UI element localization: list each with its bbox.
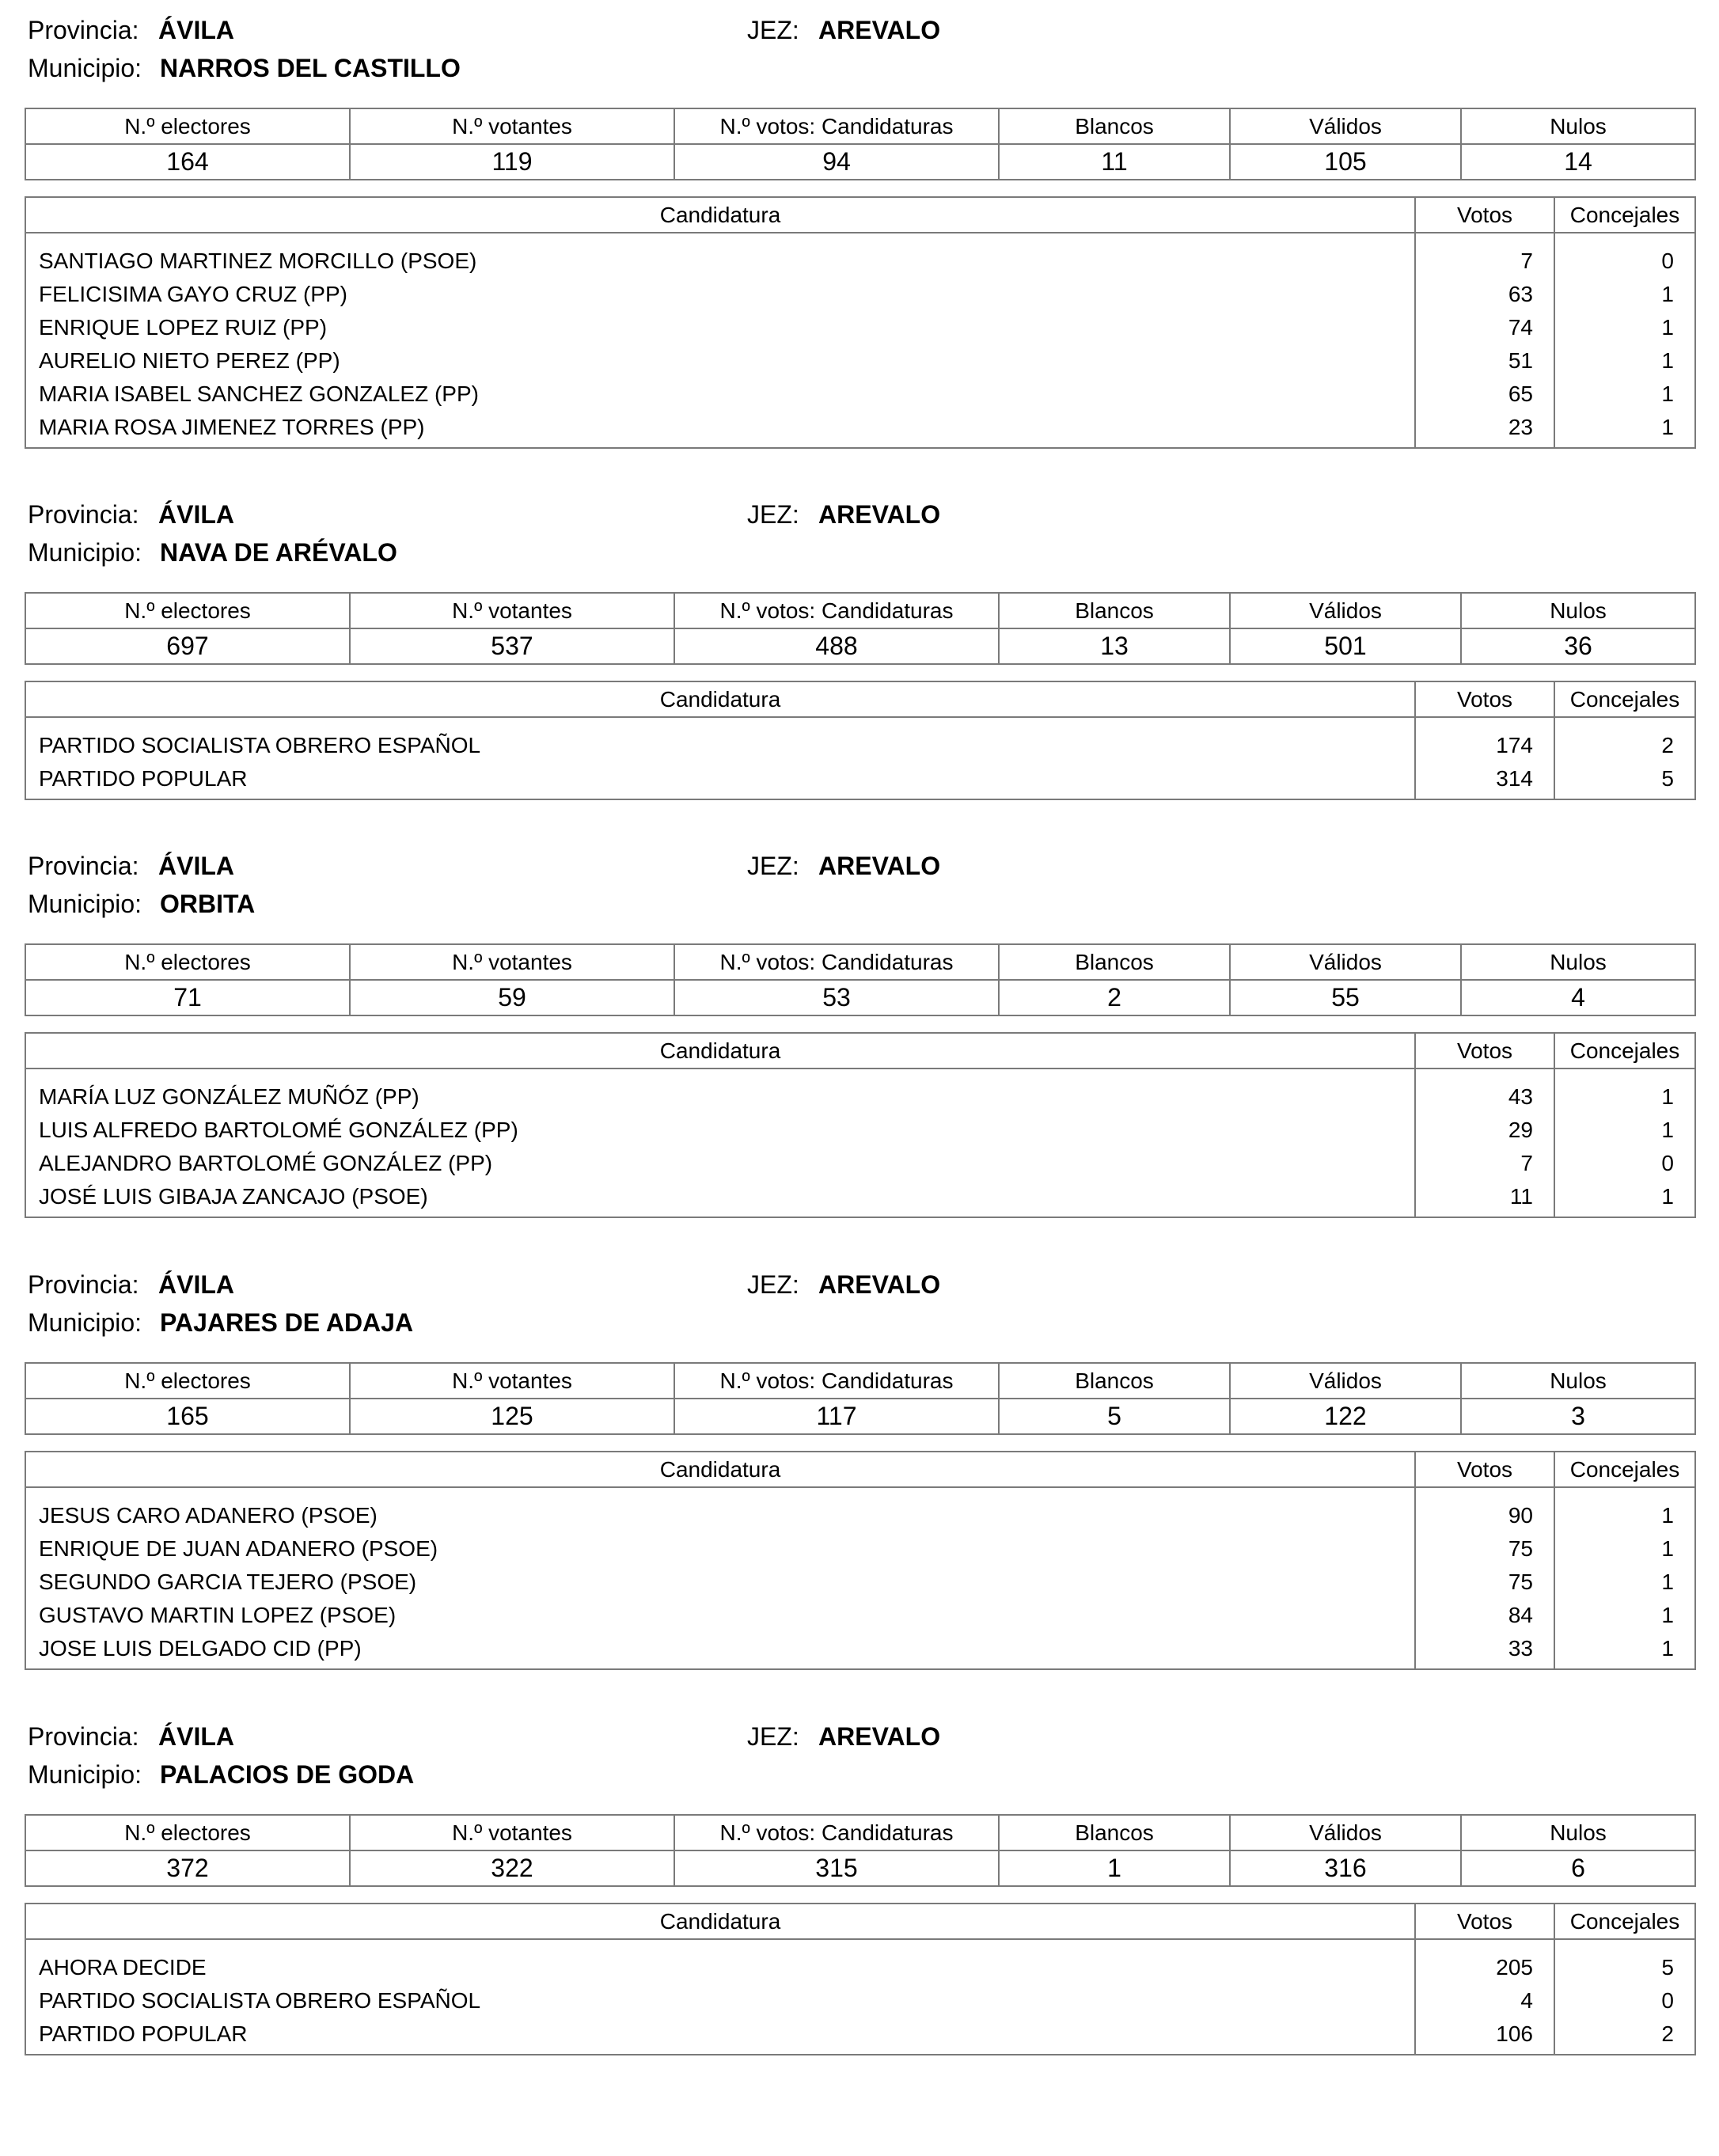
candidate-concejales: 1 bbox=[1554, 1632, 1695, 1669]
spacer-cell bbox=[25, 233, 1415, 245]
stats-header-validos: Válidos bbox=[1230, 944, 1461, 980]
stats-header-votos-candidaturas: N.º votos: Candidaturas bbox=[674, 944, 999, 980]
stats-header-votos-candidaturas: N.º votos: Candidaturas bbox=[674, 1815, 999, 1850]
candidate-concejales: 1 bbox=[1554, 311, 1695, 344]
stats-validos: 105 bbox=[1230, 144, 1461, 180]
candidate-concejales: 1 bbox=[1554, 1566, 1695, 1599]
stats-validos: 122 bbox=[1230, 1399, 1461, 1434]
candidate-concejales: 0 bbox=[1554, 1147, 1695, 1180]
candidate-votos: 63 bbox=[1415, 278, 1554, 311]
candidate-votos: 75 bbox=[1415, 1566, 1554, 1599]
candidate-row bbox=[25, 1180, 1695, 1217]
spacer-row bbox=[25, 233, 1695, 245]
spacer-row bbox=[25, 1069, 1695, 1080]
stats-header-votantes: N.º votantes bbox=[350, 944, 674, 980]
candidate-concejales: 1 bbox=[1554, 1532, 1695, 1566]
stats-header-electores: N.º electores bbox=[25, 1363, 350, 1399]
stats-blancos: 11 bbox=[999, 144, 1230, 180]
candidate-votos: 74 bbox=[1415, 311, 1554, 344]
candidate-concejales: 1 bbox=[1554, 1180, 1695, 1217]
candidate-name: MARIA ISABEL SANCHEZ GONZALEZ (PP) bbox=[39, 381, 479, 406]
municipio-label: Municipio: bbox=[28, 1760, 142, 1789]
candidate-votos: 314 bbox=[1415, 762, 1554, 799]
municipio-value: ORBITA bbox=[160, 890, 256, 918]
candidate-concejales: 2 bbox=[1554, 729, 1695, 762]
candidate-name: PARTIDO SOCIALISTA OBRERO ESPAÑOL bbox=[39, 733, 481, 757]
stats-electores: 71 bbox=[25, 980, 350, 1015]
candidate-row bbox=[25, 2017, 1695, 2055]
municipality-block bbox=[0, 842, 1719, 1285]
candidates-header-row bbox=[25, 1904, 1695, 1939]
candidates-table bbox=[25, 196, 1696, 449]
candidate-name: LUIS ALFREDO BARTOLOMÉ GONZÁLEZ (PP) bbox=[39, 1118, 518, 1142]
jez-value: AREVALO bbox=[818, 16, 941, 44]
candidates-table bbox=[25, 1451, 1696, 1670]
candidate-votos: 43 bbox=[1415, 1080, 1554, 1114]
stats-header-electores: N.º electores bbox=[25, 944, 350, 980]
candidate-row bbox=[25, 729, 1695, 762]
stats-value-row bbox=[25, 628, 1695, 664]
candidate-name: SANTIAGO MARTINEZ MORCILLO (PSOE) bbox=[39, 249, 477, 273]
spacer-cell bbox=[1415, 1939, 1554, 1951]
concejales-header: Concejales bbox=[1554, 1904, 1695, 1939]
jez-value: AREVALO bbox=[818, 852, 941, 880]
stats-header-electores: N.º electores bbox=[25, 593, 350, 628]
stats-value-row bbox=[25, 980, 1695, 1015]
stats-header-row bbox=[25, 944, 1695, 980]
stats-header-nulos: Nulos bbox=[1461, 944, 1695, 980]
stats-votantes: 119 bbox=[350, 144, 674, 180]
candidate-name: ENRIQUE DE JUAN ADANERO (PSOE) bbox=[39, 1536, 438, 1561]
jez-label: JEZ: bbox=[747, 500, 799, 529]
stats-votos-candidaturas: 315 bbox=[674, 1850, 999, 1886]
stats-header-blancos: Blancos bbox=[999, 1363, 1230, 1399]
provincia-label: Provincia: bbox=[28, 16, 139, 44]
candidate-concejales: 1 bbox=[1554, 378, 1695, 411]
candidate-row bbox=[25, 1632, 1695, 1669]
spacer-cell bbox=[1415, 717, 1554, 729]
stats-header-nulos: Nulos bbox=[1461, 108, 1695, 144]
stats-nulos: 36 bbox=[1461, 628, 1695, 664]
candidate-concejales: 2 bbox=[1554, 2017, 1695, 2055]
candidatura-header: Candidatura bbox=[25, 1033, 1415, 1069]
municipio-value: PALACIOS DE GODA bbox=[160, 1760, 415, 1789]
candidates-header-row bbox=[25, 197, 1695, 233]
candidate-row bbox=[25, 1532, 1695, 1566]
candidate-concejales: 1 bbox=[1554, 344, 1695, 378]
candidate-row bbox=[25, 245, 1695, 278]
candidate-votos: 65 bbox=[1415, 378, 1554, 411]
stats-votantes: 125 bbox=[350, 1399, 674, 1434]
spacer-row bbox=[25, 1939, 1695, 1951]
stats-table bbox=[25, 108, 1696, 180]
municipality-block bbox=[0, 6, 1719, 450]
provincia-value: ÁVILA bbox=[158, 1270, 234, 1299]
stats-header-blancos: Blancos bbox=[999, 108, 1230, 144]
candidate-concejales: 1 bbox=[1554, 1080, 1695, 1114]
candidates-table bbox=[25, 1903, 1696, 2055]
jez-label: JEZ: bbox=[747, 1270, 799, 1299]
provincia-label: Provincia: bbox=[28, 1270, 139, 1299]
candidate-name: MARIA ROSA JIMENEZ TORRES (PP) bbox=[39, 415, 425, 439]
jez-value: AREVALO bbox=[818, 1722, 941, 1751]
candidates-header-row bbox=[25, 681, 1695, 717]
candidate-concejales: 1 bbox=[1554, 1114, 1695, 1147]
spacer-cell bbox=[1554, 1069, 1695, 1080]
municipio-value: NARROS DEL CASTILLO bbox=[160, 54, 461, 82]
candidate-concejales: 1 bbox=[1554, 1599, 1695, 1632]
jez-label: JEZ: bbox=[747, 852, 799, 880]
candidate-name: JOSE LUIS DELGADO CID (PP) bbox=[39, 1636, 362, 1661]
candidate-concejales: 1 bbox=[1554, 278, 1695, 311]
concejales-header: Concejales bbox=[1554, 1452, 1695, 1487]
candidate-row bbox=[25, 1984, 1695, 2017]
candidate-row bbox=[25, 411, 1695, 448]
stats-electores: 372 bbox=[25, 1850, 350, 1886]
spacer-cell bbox=[25, 1487, 1415, 1499]
candidate-votos: 7 bbox=[1415, 245, 1554, 278]
municipio-label: Municipio: bbox=[28, 538, 142, 567]
municipio-label: Municipio: bbox=[28, 890, 142, 918]
stats-header-blancos: Blancos bbox=[999, 593, 1230, 628]
stats-header-nulos: Nulos bbox=[1461, 593, 1695, 628]
candidatura-header: Candidatura bbox=[25, 1452, 1415, 1487]
candidates-table bbox=[25, 681, 1696, 800]
spacer-cell bbox=[25, 717, 1415, 729]
stats-value-row bbox=[25, 1850, 1695, 1886]
candidate-name: PARTIDO SOCIALISTA OBRERO ESPAÑOL bbox=[39, 1988, 481, 2013]
candidate-votos: 106 bbox=[1415, 2017, 1554, 2055]
stats-header-nulos: Nulos bbox=[1461, 1363, 1695, 1399]
stats-header-votos-candidaturas: N.º votos: Candidaturas bbox=[674, 593, 999, 628]
stats-header-row bbox=[25, 1363, 1695, 1399]
stats-header-votantes: N.º votantes bbox=[350, 108, 674, 144]
stats-header-votos-candidaturas: N.º votos: Candidaturas bbox=[674, 1363, 999, 1399]
candidate-row bbox=[25, 1499, 1695, 1532]
candidate-name: JESUS CARO ADANERO (PSOE) bbox=[39, 1503, 378, 1528]
municipality-block bbox=[0, 1713, 1719, 2156]
stats-votos-candidaturas: 53 bbox=[674, 980, 999, 1015]
provincia-label: Provincia: bbox=[28, 852, 139, 880]
stats-header-validos: Válidos bbox=[1230, 108, 1461, 144]
stats-validos: 316 bbox=[1230, 1850, 1461, 1886]
votos-header: Votos bbox=[1415, 681, 1554, 717]
spacer-cell bbox=[1554, 1939, 1695, 1951]
candidates-table bbox=[25, 1032, 1696, 1218]
candidate-votos: 33 bbox=[1415, 1632, 1554, 1669]
stats-header-row bbox=[25, 593, 1695, 628]
candidate-concejales: 1 bbox=[1554, 411, 1695, 448]
candidate-concejales: 1 bbox=[1554, 1499, 1695, 1532]
provincia-value: ÁVILA bbox=[158, 1722, 234, 1751]
spacer-cell bbox=[1415, 233, 1554, 245]
concejales-header: Concejales bbox=[1554, 1033, 1695, 1069]
spacer-row bbox=[25, 1487, 1695, 1499]
stats-header-blancos: Blancos bbox=[999, 1815, 1230, 1850]
candidate-name: ENRIQUE LOPEZ RUIZ (PP) bbox=[39, 315, 328, 340]
stats-table bbox=[25, 592, 1696, 665]
block-header bbox=[0, 6, 1719, 93]
candidate-votos: 29 bbox=[1415, 1114, 1554, 1147]
municipio-value: PAJARES DE ADAJA bbox=[160, 1308, 414, 1337]
stats-table bbox=[25, 1362, 1696, 1435]
candidate-row bbox=[25, 1951, 1695, 1984]
spacer-cell bbox=[25, 1069, 1415, 1080]
provincia-value: ÁVILA bbox=[158, 852, 234, 880]
candidate-name: FELICISIMA GAYO CRUZ (PP) bbox=[39, 282, 347, 306]
stats-votos-candidaturas: 117 bbox=[674, 1399, 999, 1434]
stats-electores: 165 bbox=[25, 1399, 350, 1434]
candidate-row bbox=[25, 1566, 1695, 1599]
candidate-name: ALEJANDRO BARTOLOMÉ GONZÁLEZ (PP) bbox=[39, 1151, 493, 1175]
candidate-votos: 90 bbox=[1415, 1499, 1554, 1532]
candidate-votos: 7 bbox=[1415, 1147, 1554, 1180]
provincia-label: Provincia: bbox=[28, 1722, 139, 1751]
municipality-block bbox=[0, 1261, 1719, 1704]
stats-nulos: 6 bbox=[1461, 1850, 1695, 1886]
candidate-row bbox=[25, 762, 1695, 799]
candidate-name: PARTIDO POPULAR bbox=[39, 2021, 248, 2046]
stats-header-row bbox=[25, 1815, 1695, 1850]
spacer-cell bbox=[25, 1939, 1415, 1951]
stats-electores: 697 bbox=[25, 628, 350, 664]
provincia-value: ÁVILA bbox=[158, 16, 234, 44]
jez-value: AREVALO bbox=[818, 1270, 941, 1299]
candidate-row bbox=[25, 1599, 1695, 1632]
concejales-header: Concejales bbox=[1554, 681, 1695, 717]
stats-header-validos: Válidos bbox=[1230, 1363, 1461, 1399]
candidate-row bbox=[25, 378, 1695, 411]
candidate-concejales: 0 bbox=[1554, 1984, 1695, 2017]
stats-votantes: 59 bbox=[350, 980, 674, 1015]
candidate-concejales: 0 bbox=[1554, 245, 1695, 278]
stats-validos: 501 bbox=[1230, 628, 1461, 664]
block-header bbox=[0, 1713, 1719, 1800]
candidatura-header: Candidatura bbox=[25, 197, 1415, 233]
municipio-label: Municipio: bbox=[28, 1308, 142, 1337]
candidate-votos: 174 bbox=[1415, 729, 1554, 762]
jez-label: JEZ: bbox=[747, 16, 799, 44]
candidates-header-row bbox=[25, 1452, 1695, 1487]
jez-label: JEZ: bbox=[747, 1722, 799, 1751]
stats-header-blancos: Blancos bbox=[999, 944, 1230, 980]
block-header bbox=[0, 842, 1719, 929]
provincia-value: ÁVILA bbox=[158, 500, 234, 529]
jez-value: AREVALO bbox=[818, 500, 941, 529]
concejales-header: Concejales bbox=[1554, 197, 1695, 233]
stats-value-row bbox=[25, 144, 1695, 180]
candidate-name: GUSTAVO MARTIN LOPEZ (PSOE) bbox=[39, 1603, 397, 1627]
stats-votantes: 537 bbox=[350, 628, 674, 664]
candidatura-header: Candidatura bbox=[25, 1904, 1415, 1939]
candidate-row bbox=[25, 1114, 1695, 1147]
spacer-row bbox=[25, 717, 1695, 729]
stats-header-validos: Válidos bbox=[1230, 593, 1461, 628]
spacer-cell bbox=[1554, 1487, 1695, 1499]
candidate-row bbox=[25, 1080, 1695, 1114]
votos-header: Votos bbox=[1415, 1033, 1554, 1069]
candidate-name: SEGUNDO GARCIA TEJERO (PSOE) bbox=[39, 1570, 417, 1594]
candidate-votos: 205 bbox=[1415, 1951, 1554, 1984]
stats-header-votos-candidaturas: N.º votos: Candidaturas bbox=[674, 108, 999, 144]
candidate-votos: 4 bbox=[1415, 1984, 1554, 2017]
stats-votantes: 322 bbox=[350, 1850, 674, 1886]
stats-header-votantes: N.º votantes bbox=[350, 1363, 674, 1399]
candidate-concejales: 5 bbox=[1554, 1951, 1695, 1984]
candidatura-header: Candidatura bbox=[25, 681, 1415, 717]
candidate-votos: 51 bbox=[1415, 344, 1554, 378]
stats-validos: 55 bbox=[1230, 980, 1461, 1015]
candidate-name: JOSÉ LUIS GIBAJA ZANCAJO (PSOE) bbox=[39, 1184, 428, 1209]
stats-value-row bbox=[25, 1399, 1695, 1434]
candidate-votos: 84 bbox=[1415, 1599, 1554, 1632]
candidate-row bbox=[25, 278, 1695, 311]
stats-header-electores: N.º electores bbox=[25, 1815, 350, 1850]
candidate-row bbox=[25, 344, 1695, 378]
stats-blancos: 1 bbox=[999, 1850, 1230, 1886]
candidate-row bbox=[25, 1147, 1695, 1180]
stats-header-row bbox=[25, 108, 1695, 144]
stats-blancos: 13 bbox=[999, 628, 1230, 664]
stats-header-electores: N.º electores bbox=[25, 108, 350, 144]
votos-header: Votos bbox=[1415, 197, 1554, 233]
candidate-name: AURELIO NIETO PEREZ (PP) bbox=[39, 348, 340, 373]
stats-blancos: 2 bbox=[999, 980, 1230, 1015]
votos-header: Votos bbox=[1415, 1452, 1554, 1487]
municipio-value: NAVA DE ARÉVALO bbox=[160, 538, 397, 567]
block-header bbox=[0, 491, 1719, 578]
stats-nulos: 4 bbox=[1461, 980, 1695, 1015]
candidate-votos: 23 bbox=[1415, 411, 1554, 448]
candidates-header-row bbox=[25, 1033, 1695, 1069]
stats-header-votantes: N.º votantes bbox=[350, 593, 674, 628]
spacer-cell bbox=[1415, 1487, 1554, 1499]
candidate-name: PARTIDO POPULAR bbox=[39, 766, 248, 791]
candidate-row bbox=[25, 311, 1695, 344]
spacer-cell bbox=[1554, 233, 1695, 245]
provincia-label: Provincia: bbox=[28, 500, 139, 529]
candidate-concejales: 5 bbox=[1554, 762, 1695, 799]
municipio-label: Municipio: bbox=[28, 54, 142, 82]
stats-nulos: 14 bbox=[1461, 144, 1695, 180]
candidate-name: AHORA DECIDE bbox=[39, 1955, 207, 1979]
stats-votos-candidaturas: 488 bbox=[674, 628, 999, 664]
stats-header-nulos: Nulos bbox=[1461, 1815, 1695, 1850]
spacer-cell bbox=[1554, 717, 1695, 729]
candidate-votos: 75 bbox=[1415, 1532, 1554, 1566]
block-header bbox=[0, 1261, 1719, 1348]
candidate-votos: 11 bbox=[1415, 1180, 1554, 1217]
stats-votos-candidaturas: 94 bbox=[674, 144, 999, 180]
stats-nulos: 3 bbox=[1461, 1399, 1695, 1434]
spacer-cell bbox=[1415, 1069, 1554, 1080]
candidate-name: MARÍA LUZ GONZÁLEZ MUÑÓZ (PP) bbox=[39, 1084, 419, 1109]
stats-header-validos: Válidos bbox=[1230, 1815, 1461, 1850]
stats-table bbox=[25, 1814, 1696, 1887]
votos-header: Votos bbox=[1415, 1904, 1554, 1939]
stats-blancos: 5 bbox=[999, 1399, 1230, 1434]
stats-header-votantes: N.º votantes bbox=[350, 1815, 674, 1850]
stats-table bbox=[25, 943, 1696, 1016]
stats-electores: 164 bbox=[25, 144, 350, 180]
